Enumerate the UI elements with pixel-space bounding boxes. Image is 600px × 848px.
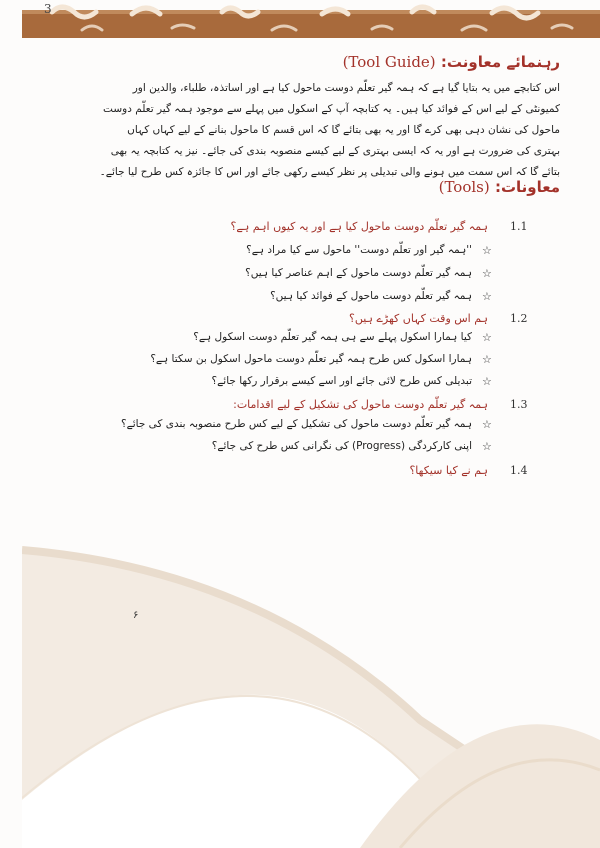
list-item — [0, 290, 600, 308]
section-number: 1.2 — [510, 312, 528, 325]
list-item — [0, 440, 600, 458]
section-number: 1.4 — [510, 464, 528, 477]
tools-heading-english: (Tools) — [438, 178, 490, 196]
section-1-3 — [0, 398, 600, 416]
footer-page-mark: ۶ — [133, 610, 139, 621]
tool-guide-heading-urdu: رہنمائے معاونت: — [440, 53, 560, 71]
section-title: ہم اس وقت کہاں کھڑے ہیں؟ — [348, 312, 488, 325]
section-1-2 — [0, 312, 600, 330]
list-item-text: ہمہ گیر تعلّم دوست ماحول کے فوائد کیا ہیں؟ — [270, 290, 472, 302]
list-item-text: ہمہ گیر تعلّم دوست ماحول کے اہم عناصر کیا ہیں؟ — [245, 267, 472, 279]
page-number: 3 — [44, 2, 52, 16]
list-item — [0, 331, 600, 349]
section-1-1 — [0, 220, 600, 238]
intro-paragraph: اس کتابچے میں یہ بتایا گیا ہے کہ ہمہ گیر تعلّم دوست ماحول کیا ہے اور اساتذہ، طلباء، والدین اور کمیونٹی کے لیے اس کے فوائد کیا ہیں۔ یہ کتابچہ آپ کے اسکول میں پہلے سے موجود ہمہ گیر تعلّم دوست ماحول کی نشان دہی بھی کرے گا اور یہ بھی بتائے گا کہ اس قسم کا ماحول بنانے کے لیے کہاں کہاں بہتری کی ضرورت ہے اور یہ کہ ایسی بہتری کے لیے کیسے منصوبہ بندی کی جائے۔ نیز یہ کتابچہ یہ بھی بتائے گا کہ اس سمت میں ہونے والی تبدیلی پر نظر کیسے رکھی جائے اور اس کا جائزہ کس طرح لیا جائے۔ — [99, 82, 560, 178]
list-item — [0, 418, 600, 436]
section-title: ہمہ گیر تعلّم دوست ماحول کی تشکیل کے لیے اقدامات: — [233, 398, 488, 411]
section-title: ہمہ گیر تعلّم دوست ماحول کیا ہے اور یہ کیوں اہم ہے؟ — [230, 220, 488, 233]
list-item — [0, 267, 600, 285]
section-title: ہم نے کیا سیکھا؟ — [409, 464, 488, 477]
list-item — [0, 375, 600, 393]
star-icon: ☆ — [482, 418, 492, 431]
list-item — [0, 353, 600, 371]
star-icon: ☆ — [482, 267, 492, 280]
list-item-text: کیا ہمارا اسکول پہلے سے ہی ہمہ گیر تعلّم دوست اسکول ہے؟ — [193, 331, 472, 343]
star-icon: ☆ — [482, 244, 492, 257]
tool-guide-heading — [343, 53, 560, 71]
list-item-text: ''ہمہ گیر اور تعلّم دوست'' ماحول سے کیا مراد ہے؟ — [246, 244, 472, 256]
tools-heading — [439, 178, 560, 196]
top-decorative-band — [22, 0, 600, 38]
star-icon: ☆ — [482, 375, 492, 388]
star-icon: ☆ — [482, 353, 492, 366]
tools-heading-urdu: معاونات: — [494, 178, 560, 196]
list-item-text: ہمہ گیر تعلّم دوست ماحول کی تشکیل کے لیے کس طرح منصوبہ بندی کی جائے؟ — [121, 418, 472, 430]
list-item-text: اپنی کارکردگی (Progress) کی نگرانی کس طرح کی جائے؟ — [211, 440, 472, 452]
star-icon: ☆ — [482, 331, 492, 344]
star-icon: ☆ — [482, 290, 492, 303]
list-item — [0, 244, 600, 262]
section-number: 1.1 — [510, 220, 528, 233]
star-icon: ☆ — [482, 440, 492, 453]
list-item-text: تبدیلی کس طرح لائی جائے اور اسے کیسے برقرار رکھا جائے؟ — [211, 375, 472, 387]
section-1-4 — [0, 464, 600, 482]
bottom-decorative-curves — [0, 540, 600, 848]
section-number: 1.3 — [510, 398, 528, 411]
list-item-text: ہمارا اسکول کس طرح ہمہ گیر تعلّم دوست ماحول اسکول بن سکتا ہے؟ — [150, 353, 472, 365]
tool-guide-heading-english: (Tool Guide) — [342, 53, 436, 71]
